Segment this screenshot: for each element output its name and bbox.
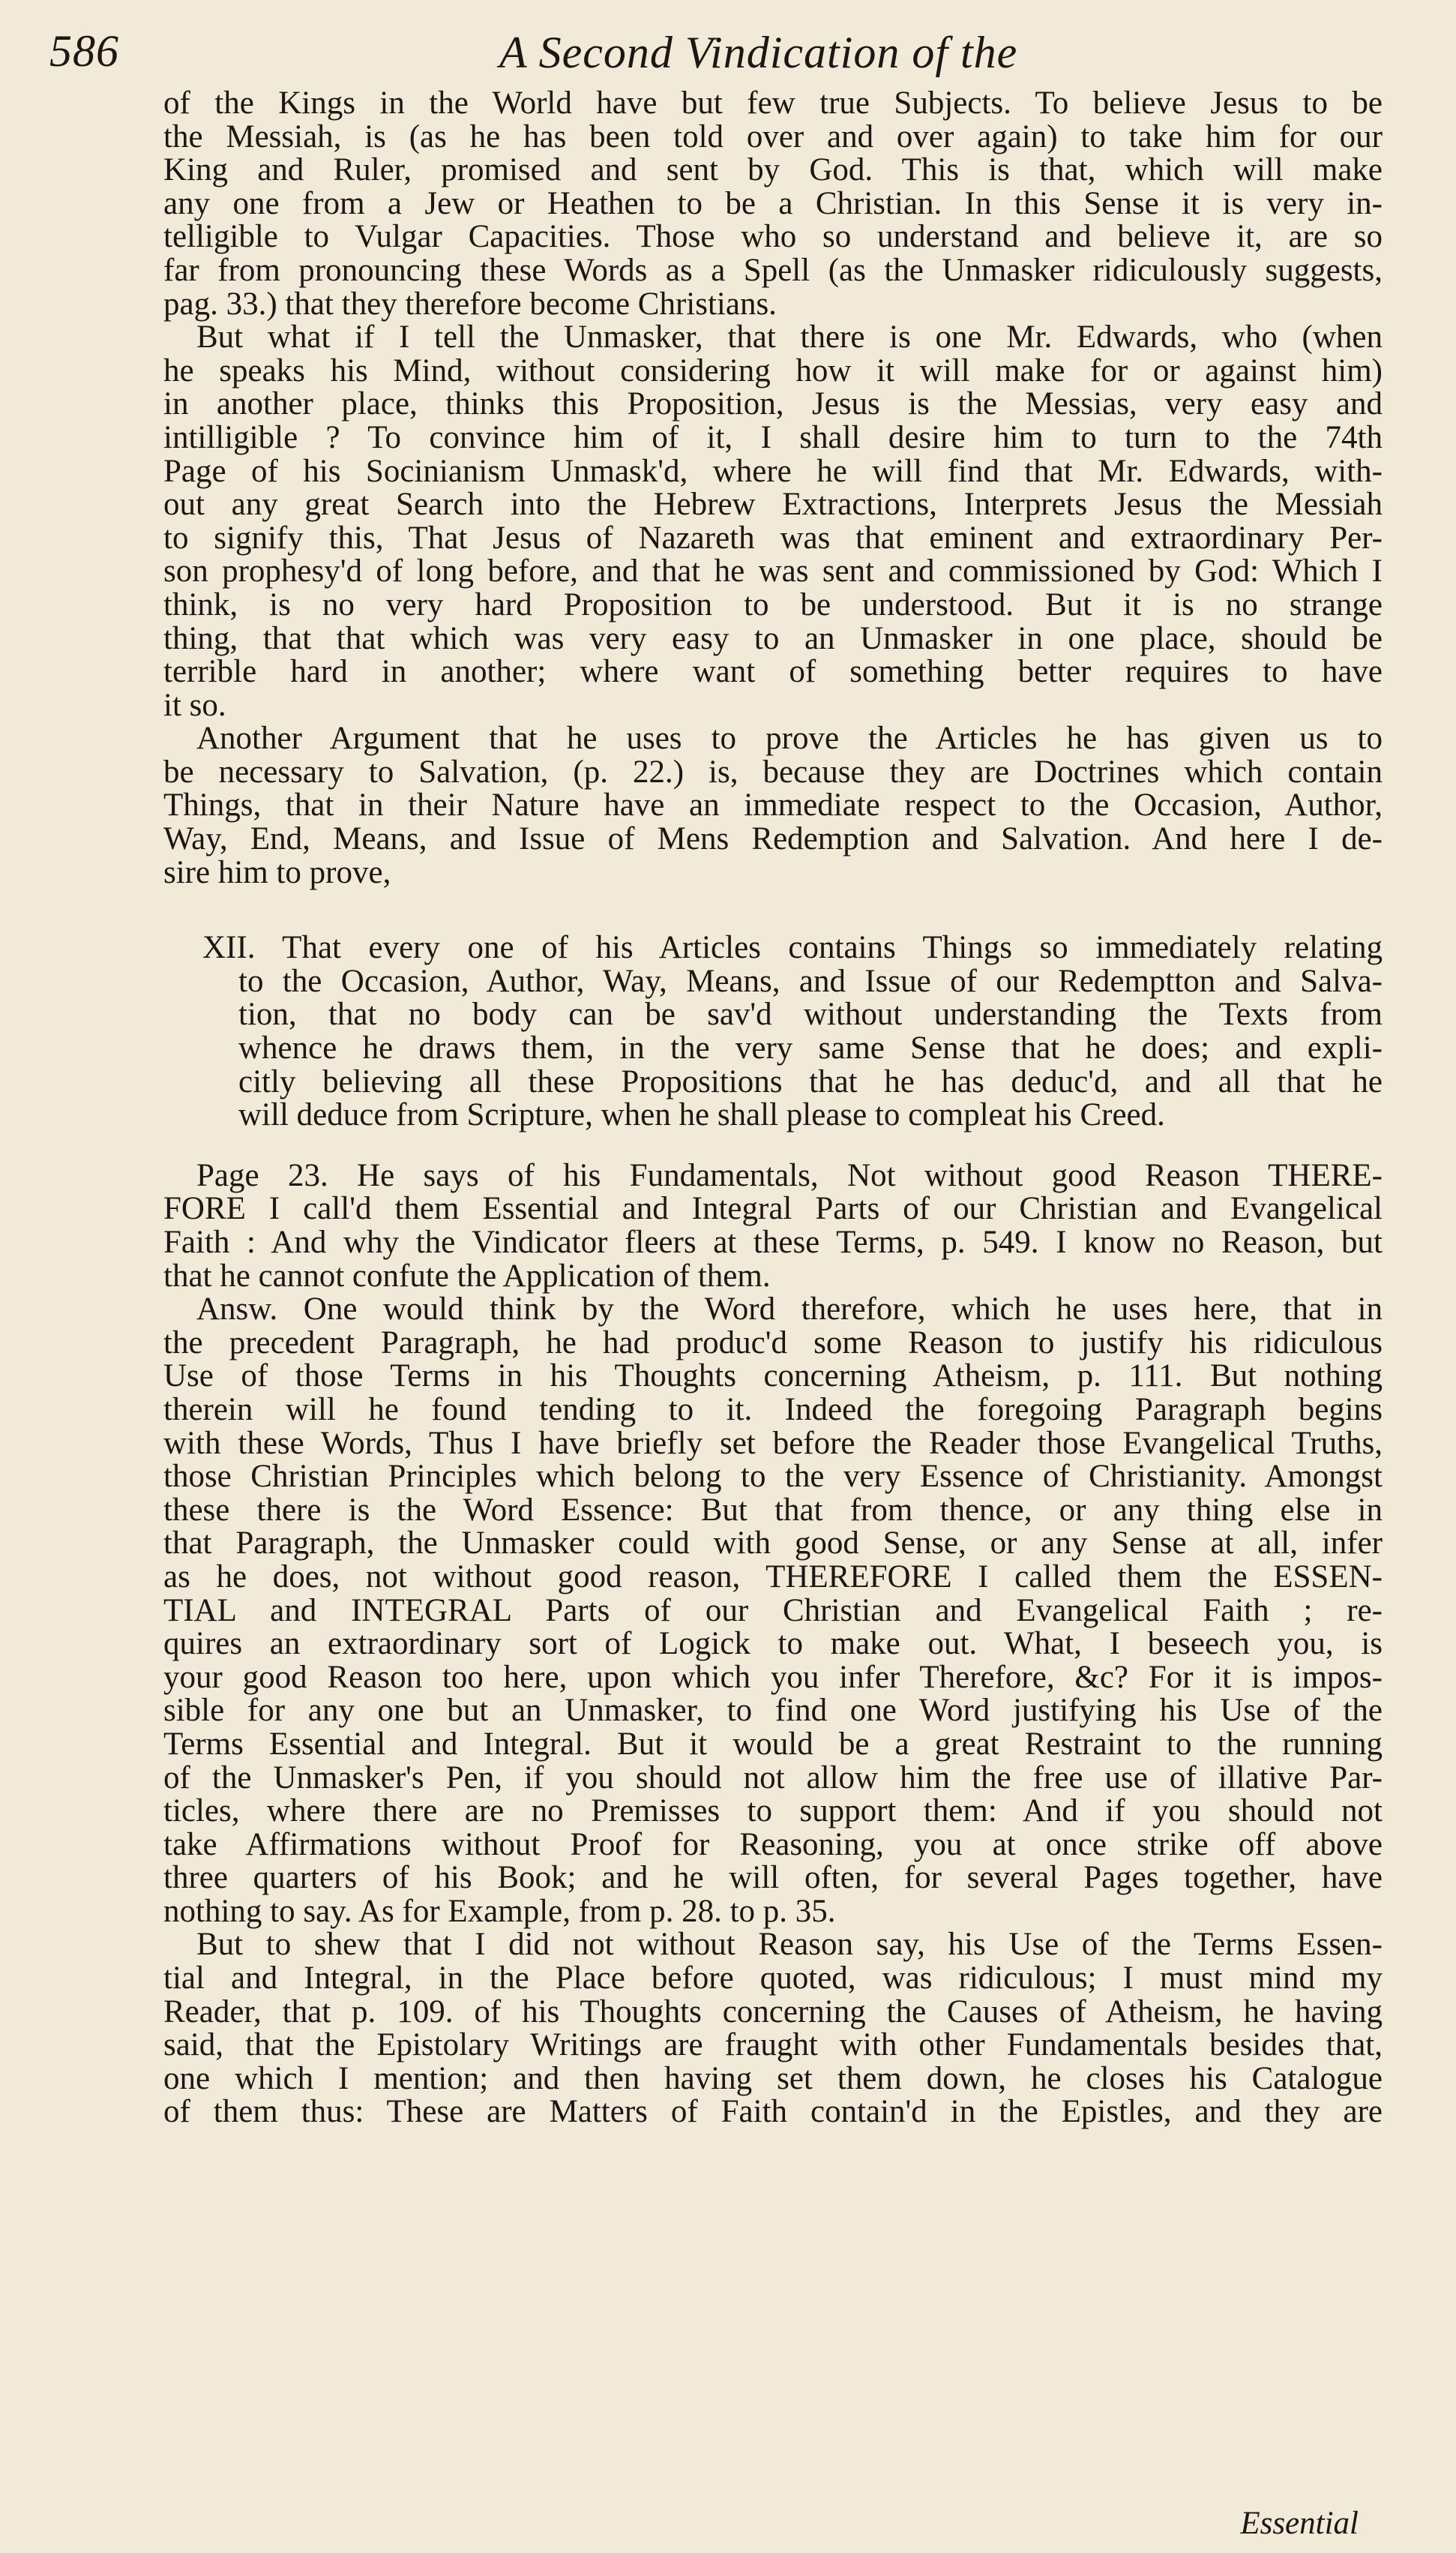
text-line: ticles, where there are no Premisses to support them: And if you should not	[163, 1793, 1383, 1829]
text-line: Reader, that p. 109. of his Thoughts concerning the Causes of Atheism, he having	[163, 1994, 1383, 2030]
catchword: Essential	[1240, 2506, 1359, 2541]
text-line: one which I mention; and then having set them down, he closes his Catalogue	[163, 2060, 1383, 2096]
text-line: he speaks his Mind, without considering how it will make for or against him)	[163, 352, 1383, 388]
text-line: But what if I tell the Unmasker, that there is one Mr. Edwards, who (when	[196, 320, 1383, 356]
numbered-item	[163, 932, 1383, 1132]
text-line: to the Occasion, Author, Way, Means, and Issue of our Redemptton and Salva-	[238, 963, 1383, 999]
text-line: of the Kings in the World have but few true Subjects. To believe Jesus to be	[163, 86, 1383, 121]
text-line: Faith : And why the Vindicator fleers at these Terms, p. 549. I know no Reason, but	[163, 1225, 1383, 1260]
text-line: to signify this, That Jesus of Nazareth was that eminent and extraordinary Per-	[163, 520, 1383, 556]
text-line: terrible hard in another; where want of something better requires to have	[163, 654, 1383, 690]
text-line: King and Ruler, promised and sent by God. This is that, which will make	[163, 152, 1383, 188]
text-line: your good Reason too here, upon which you infer Therefore, &c? For it is impos-	[163, 1659, 1383, 1695]
paragraph	[163, 1928, 1383, 2129]
text-line: that Paragraph, the Unmasker could with good Sense, or any Sense at all, infer	[163, 1526, 1383, 1562]
text-line: Use of those Terms in his Thoughts concerning Atheism, p. 111. But nothing	[163, 1358, 1383, 1394]
text-line: will deduce from Scripture, when he shall please to compleat his Creed.	[238, 1097, 1165, 1133]
spacer	[163, 1132, 1383, 1160]
text-line: Another Argument that he uses to prove the Articles he has given us to	[196, 721, 1383, 757]
paragraph	[163, 1293, 1383, 1928]
text-line: as he does, not without good reason, THEREFORE I called them the ESSEN-	[163, 1558, 1383, 1594]
text-line: think, is no very hard Proposition to be understood. But it is no strange	[163, 586, 1383, 622]
page-header	[49, 26, 1399, 86]
text-line: the Messiah, is (as he has been told over and over again) to take him for our	[163, 118, 1383, 154]
paragraph	[163, 722, 1383, 890]
text-line: in another place, thinks this Proposition, Jesus is the Messias, very easy and	[163, 386, 1383, 422]
text-line: said, that the Epistolary Writings are fraught with other Fundamentals besides that,	[163, 2027, 1383, 2063]
text-line: out any great Search into the Hebrew Extractions, Interprets Jesus the Messiah	[163, 487, 1383, 523]
text-line: take Affirmations without Proof for Reasoning, you at once strike off above	[163, 1826, 1383, 1862]
text-line: son prophesy'd of long before, and that he was sent and commissioned by God: Which I	[163, 554, 1383, 590]
text-line: whence he draws them, in the very same Sense that he does; and expli-	[238, 1030, 1383, 1066]
spacer	[163, 890, 1383, 932]
text-line: three quarters of his Book; and he will often, for several Pages together, have	[163, 1860, 1383, 1896]
text-line: the precedent Paragraph, he had produc'd some Reason to justify his ridiculous	[163, 1324, 1383, 1360]
text-line: tial and Integral, in the Place before quoted, was ridiculous; I must mind my	[163, 1960, 1383, 1996]
text-line: Terms Essential and Integral. But it would be a great Restraint to the running	[163, 1726, 1383, 1762]
text-line: XII. That every one of his Articles contains Things so immediately relating	[202, 930, 1383, 966]
text-line: But to shew that I did not without Reason say, his Use of the Terms Essen-	[196, 1927, 1383, 1963]
text-line: FORE I call'd them Essential and Integral Parts of our Christian and Evangelical	[163, 1191, 1383, 1227]
text-line: it so.	[163, 687, 226, 723]
text-line: that he cannot confute the Application of them.	[163, 1258, 771, 1294]
text-line: nothing to say. As for Example, from p. 28. to p. 35.	[163, 1893, 836, 1929]
text-line: Way, End, Means, and Issue of Mens Redemption and Salvation. And here I de-	[163, 821, 1383, 857]
running-title: A Second Vindication of the	[499, 28, 1018, 77]
text-line: quires an extraordinary sort of Logick to make out. What, I beseech you, is	[163, 1626, 1383, 1662]
paragraph	[163, 1157, 1383, 1294]
text-line: sible for any one but an Unmasker, to find one Word justifying his Use of the	[163, 1693, 1383, 1729]
page-number: 586	[49, 26, 119, 76]
paragraph	[163, 321, 1383, 722]
text-line: of the Unmasker's Pen, if you should not allow him the free use of illative Par-	[163, 1760, 1383, 1796]
text-line: TIAL and INTEGRAL Parts of our Christian and Evangelical Faith ; re-	[163, 1592, 1383, 1628]
text-line: Page of his Socinianism Unmask'd, where he will find that Mr. Edwards, with-	[163, 453, 1383, 489]
text-line: of them thus: These are Matters of Faith contain'd in the Epistles, and they are	[163, 2094, 1383, 2130]
text-line: any one from a Jew or Heathen to be a Christian. In this Sense it is very in-	[163, 185, 1383, 221]
text-line: tion, that no body can be sav'd without understanding the Texts from	[238, 997, 1383, 1033]
text-line: therein will he found tending to it. Indeed the foregoing Paragraph begins	[163, 1391, 1383, 1427]
text-line: these there is the Word Essence: But that from thence, or any thing else in	[163, 1492, 1383, 1528]
text-line: citly believing all these Propositions that he has deduc'd, and all that he	[238, 1064, 1383, 1100]
text-line: pag. 33.) that they therefore become Christians.	[163, 286, 777, 322]
paragraph	[163, 87, 1383, 321]
text-line: Things, that in their Nature have an immediate respect to the Occasion, Author,	[163, 788, 1383, 824]
text-line: be necessary to Salvation, (p. 22.) is, because they are Doctrines which contain	[163, 754, 1383, 790]
text-line: sire him to prove,	[163, 854, 391, 890]
text-line: Page 23. He says of his Fundamentals, Not without good Reason THERE-	[196, 1157, 1383, 1193]
text-line: far from pronouncing these Words as a Spell (as the Unmasker ridiculously suggests,	[163, 252, 1383, 288]
page-body	[163, 87, 1383, 2129]
text-line: thing, that that which was very easy to an Unmasker in one place, should be	[163, 620, 1383, 656]
text-line: Answ. One would think by the Word therefore, which he uses here, that in	[196, 1292, 1383, 1328]
text-line: telligible to Vulgar Capacities. Those who so understand and believe it, are so	[163, 219, 1383, 255]
text-line: with these Words, Thus I have briefly set before the Reader those Evangelical Truths,	[163, 1425, 1383, 1461]
text-line: those Christian Principles which belong to the very Essence of Christianity. Amongst	[163, 1459, 1383, 1495]
text-line: intilligible ? To convince him of it, I shall desire him to turn to the 74th	[163, 419, 1383, 455]
